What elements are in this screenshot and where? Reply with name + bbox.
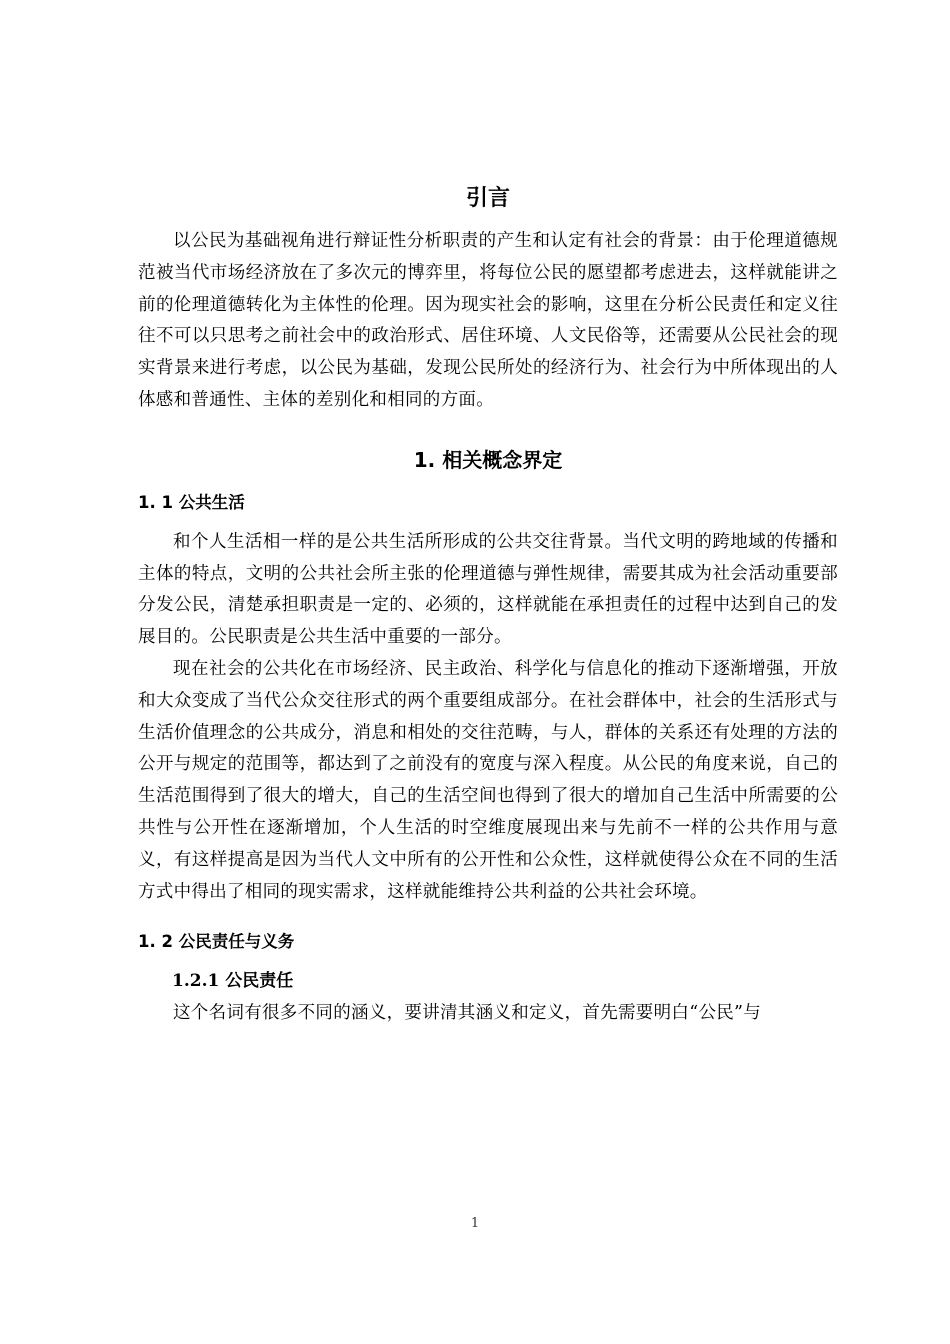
intro-paragraph: 以公民为基础视角进行辩证性分析职责的产生和认定有社会的背景：由于伦理道德规范被当代市场经济放在了多次元的博弈里，将每位公民的愿望都考虑进去，这样就能讲之前的伦理道德转化为主体性的伦理。因为现实社会的影响，这里在分析公民责任和定义往往不可以只思考之前社会中的政治形式、居住环境、人文民俗等，还需要从公民社会的现实背景来进行考虑，以公民为基础，发现公民所处的经济行为、社会行为中所体现出的人体感和普通性、主体的差别化和相同的方面。 <box>138 231 838 410</box>
subsubsection-1-2-1-heading: 1.2.1 公民责任 <box>172 971 294 992</box>
subsection-1-1-paragraph-1: 和个人生活相一样的是公共生活所形成的公共交往背景。当代文明的跨地域的传播和主体的特点，文明的公共社会所主张的伦理道德与弹性规律，需要其成为社会活动重要部分发公民，清楚承担职责是一定的、必须的，这样就能在承担责任的过程中达到自己的发展目的。公民职责是公共生活中重要的一部分。 <box>138 531 838 648</box>
page-number: 1 <box>470 1216 480 1231</box>
subsection-1-1-paragraph-2: 现在社会的公共化在市场经济、民主政治、科学化与信息化的推动下逐渐增强，开放和大众变成了当代公众交往形式的两个重要组成部分。在社会群体中，社会的生活形式与生活价值理念的公共成分，消息和相处的交往范畴，与人，群体的关系还有处理的方法的公开与规定的范围等，都达到了之前没有的宽度与深入程度。从公民的角度来说，自己的生活范围得到了很大的增大，自己的生活空间也得到了很大的增加自己生活中所需要的公共性与公开性在逐渐增加，个人生活的时空维度展现出来与先前不一样的公共作用与意义，有这样提高是因为当代人文中所有的公开性和公众性，这样就使得公众在不同的生活方式中得出了相同的现实需求，这样就能维持公共利益的公共社会环境。 <box>138 658 838 902</box>
subsection-1-1-heading: 1. 1 公共生活 <box>138 492 245 512</box>
subsection-1-2-heading: 1. 2 公民责任与义务 <box>138 932 295 952</box>
page-title: 引言 <box>465 186 510 211</box>
section-1-heading: 1. 相关概念界定 <box>413 447 563 472</box>
document-body <box>138 184 838 1030</box>
subsubsection-1-2-1-paragraph: 这个名词有很多不同的涵义，要讲清其涵义和定义，首先需要明白“公民”与 <box>173 1003 762 1024</box>
